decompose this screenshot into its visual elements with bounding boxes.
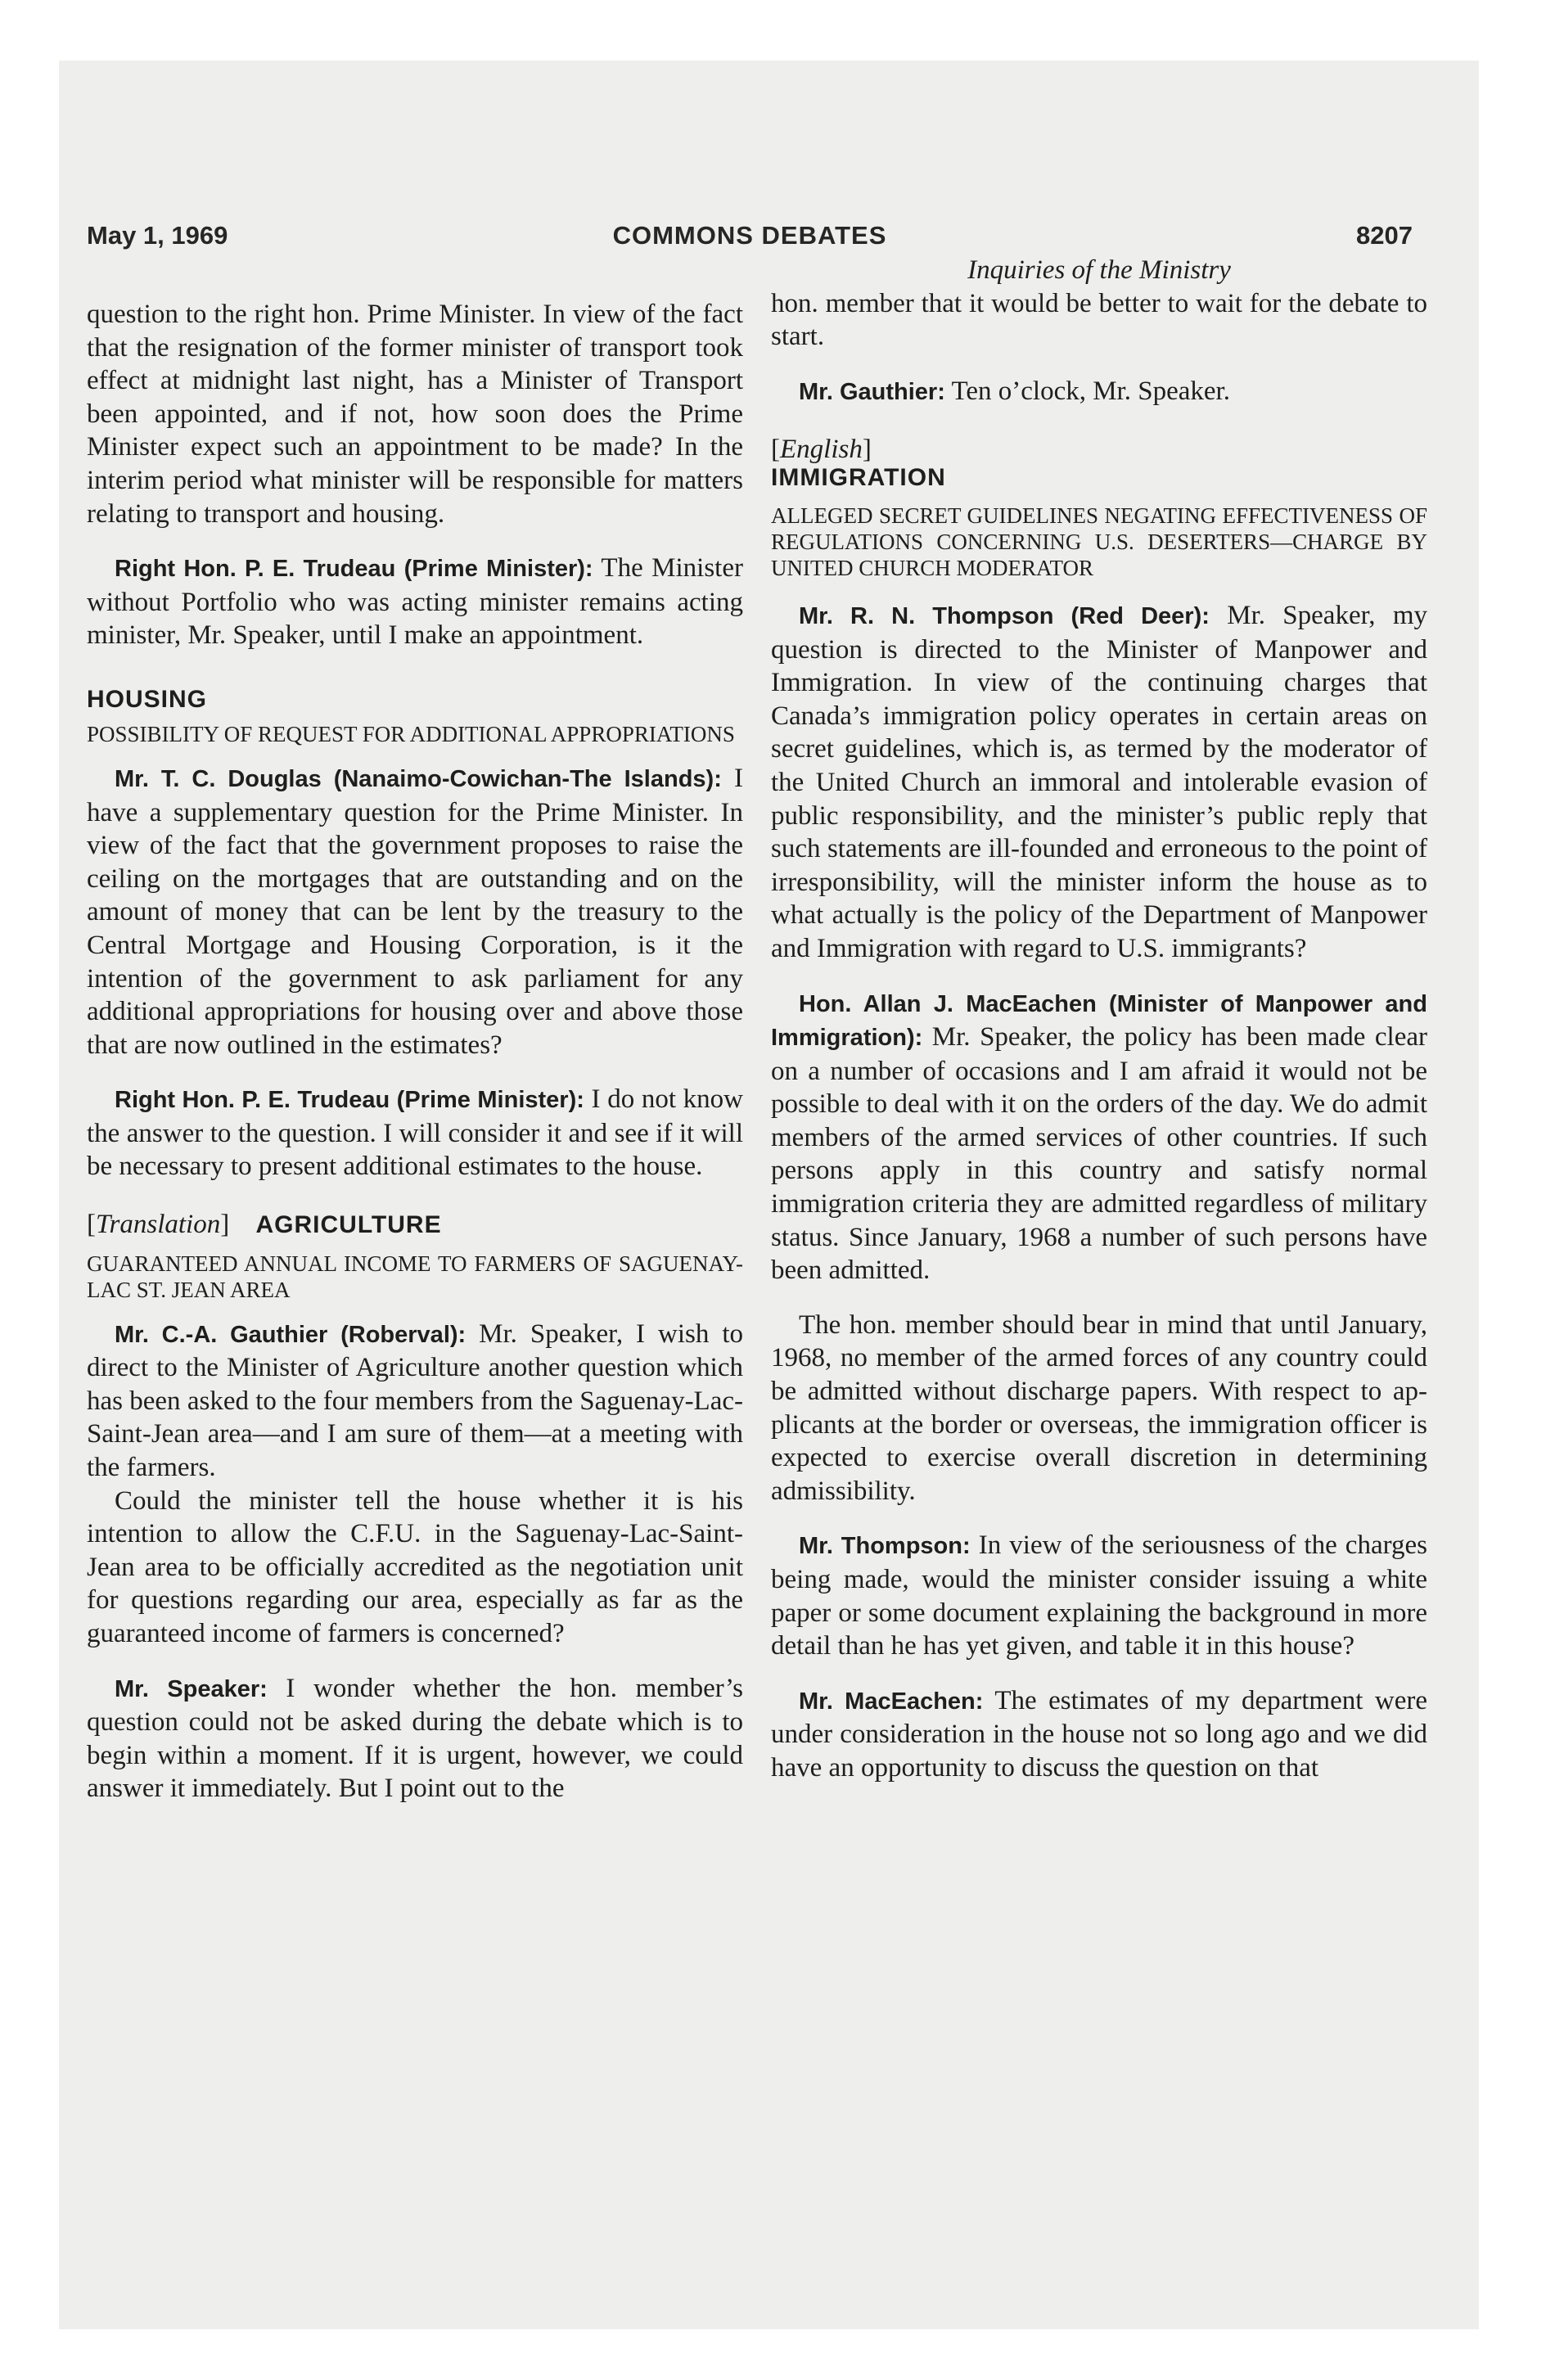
speaker-name: Mr. Thompson: (799, 1533, 971, 1560)
speech-text: I have a supplementary question for the Prime Minister. In view of the fact that the government proposes to raise the ceiling on the mortgages that are outstanding and on the amount of money that can be lent by the treasury to the Central Mortgage and Housing Corporation, is it the intention of the government to ask parliament for any additional appropriations for housing over and above those that are now outlined in the estimates? (87, 763, 744, 1060)
speech-paragraph (771, 1529, 1427, 1662)
header-title: COMMONS DEBATES (612, 221, 887, 250)
speech-text: The estimates of my department were under consideration in the house not so long ago and we did have an opportunity to discuss the question on that (771, 1685, 1428, 1783)
speech-text: Mr. Speaker, I wish to direct to the Minister of Agriculture another question which has been asked to the four members from the Saguenay-Lac-Saint-Jean area—and I am sure of them—at a meeting with the farmers. (87, 1318, 743, 1483)
paragraph: The hon. member should bear in mind that until January, 1968, no member of the armed forces of any country could be admitted without discharge papers. With respect to applicants at the border or overseas, the immigration officer is expected to exercise overall discretion in determining admissibility. (771, 1309, 1427, 1506)
page-header (87, 221, 1413, 257)
speech-paragraph (771, 1684, 1427, 1785)
speech-paragraph (87, 1672, 743, 1805)
speaker-name: Mr. Gauthier: (799, 378, 945, 405)
speech-text: I wonder whether the hon. member’s question could not be asked during the debate which is to begin within a moment. If it is urgent, however, we could answer it immediately. But I point out to the (87, 1673, 743, 1804)
speech-text: The Minister without Portfolio who was acting minister remains acting minister, Mr. Speaker, until I make an appointment. (87, 553, 743, 651)
speech-text: In view of the seriousness of the charges being made, would the minister consider issuing a white paper or some document explaining the background in more detail than he has yet given, and table it in this house? (771, 1530, 1427, 1661)
header-page-number: 8207 (1356, 221, 1413, 250)
speech-paragraph (87, 1083, 743, 1183)
paragraph: Could the minister tell the house whether it is his intention to allow the C.F.U. in the Saguenay-Lac-Saint-Jean area to be officially accredited as the negotiation unit for questions regarding our area, especially as far as the guaranteed income of farmers is concerned? (87, 1485, 743, 1648)
speech-paragraph (771, 599, 1427, 966)
speaker-name: Mr. T. C. Douglas (Nanaimo-Cowichan-The Islands): (115, 765, 722, 792)
speech-paragraph (87, 762, 743, 1062)
speaker-name: Hon. Allan J. MacEachen (Minister of Manpower and Immigration): (771, 990, 1427, 1052)
header-date: May 1, 1969 (87, 221, 228, 250)
translation-word: Translation (96, 1210, 221, 1240)
speaker-name: Mr. C.-A. Gauthier (Roberval): (115, 1321, 467, 1348)
speech-paragraph (771, 375, 1427, 409)
speaker-name: Mr. MacEachen: (799, 1688, 984, 1715)
section-subheading: ALLEGED SECRET GUIDELINES NEGATING EFFECTIVENESS OF REGULATIONS CONCERNING U.S. DESERTERS—CHARGE BY UNITED CHURCH MODERATOR (771, 503, 1427, 580)
language-marker: [English] (771, 435, 872, 465)
speech-text: Ten o’clock, Mr. Speaker. (951, 376, 1230, 406)
speaker-name: Right Hon. P. E. Trudeau (Prime Minister): (115, 1087, 584, 1114)
running-subheader: Inquiries of the Ministry (967, 255, 1231, 285)
speech-text: Mr. Speaker, my question is directed to the Minister of Manpower and Immigration. In view of the continuing charges that Canada’s immigration policy operates in certain areas on secret guidelines, which is, as termed by the moderator of the United Church an immoral and intolerable evasion of public responsibility, and the minister’s public reply that such statements are ill-founded and erroneous to the point of irresponsibility, will the minister inform the house as to what actually is the policy of the Department of Manpower and Immigration with regard to U.S. immigrants? (771, 600, 1427, 963)
translation-label: [Translation] (87, 1210, 230, 1240)
section-heading: IMMIGRATION (771, 463, 946, 491)
speaker-name: Mr. Speaker: (115, 1675, 268, 1702)
speech-paragraph (771, 987, 1427, 1287)
paragraph: question to the right hon. Prime Minister. In view of the fact that the resignation of the former minister of transport took effect at midnight last night, has a Minister of Transport been appointed, and if not, how soon does the Prime Minister expect such an appointment to be made? In the interim period what minister will be responsible for matters relating to transport and housing. (87, 300, 743, 529)
speech-text: I do not know the answer to the question. I will consider it and see if it will be necessary to present additional estimates to the house. (87, 1084, 743, 1182)
section-heading: HOUSING (87, 685, 208, 713)
section-subheading: POSSIBILITY OF REQUEST FOR ADDITIONAL APPROPRIATIONS (87, 721, 735, 746)
translation-marker (87, 1208, 743, 1242)
right-column (771, 255, 1428, 1785)
speaker-name: Mr. R. N. Thompson (Red Deer): (799, 602, 1210, 629)
speaker-name: Right Hon. P. E. Trudeau (Prime Minister): (115, 556, 593, 583)
left-column (87, 260, 743, 1805)
speech-paragraph (87, 552, 743, 652)
speech-paragraph (87, 1318, 743, 1485)
language-word: English (780, 435, 863, 465)
speech-text: Mr. Speaker, the policy has been made clear on a number of occasions and I am afraid it would not be possible to deal with it on the orders of the day. We do admit members of the armed services of other countries. If such persons apply in this country and satisfy normal immigration criteria they are admitted regardless of military status. Since January, 1968 a number of such persons have been admitted. (771, 1022, 1427, 1286)
section-heading: AGRICULTURE (255, 1211, 442, 1239)
section-subheading: GUARANTEED ANNUAL INCOME TO FARMERS OF SAGUENAY-LAC ST. JEAN AREA (87, 1251, 743, 1302)
paragraph: hon. member that it would be better to wait for the debate to start. (771, 288, 1427, 352)
